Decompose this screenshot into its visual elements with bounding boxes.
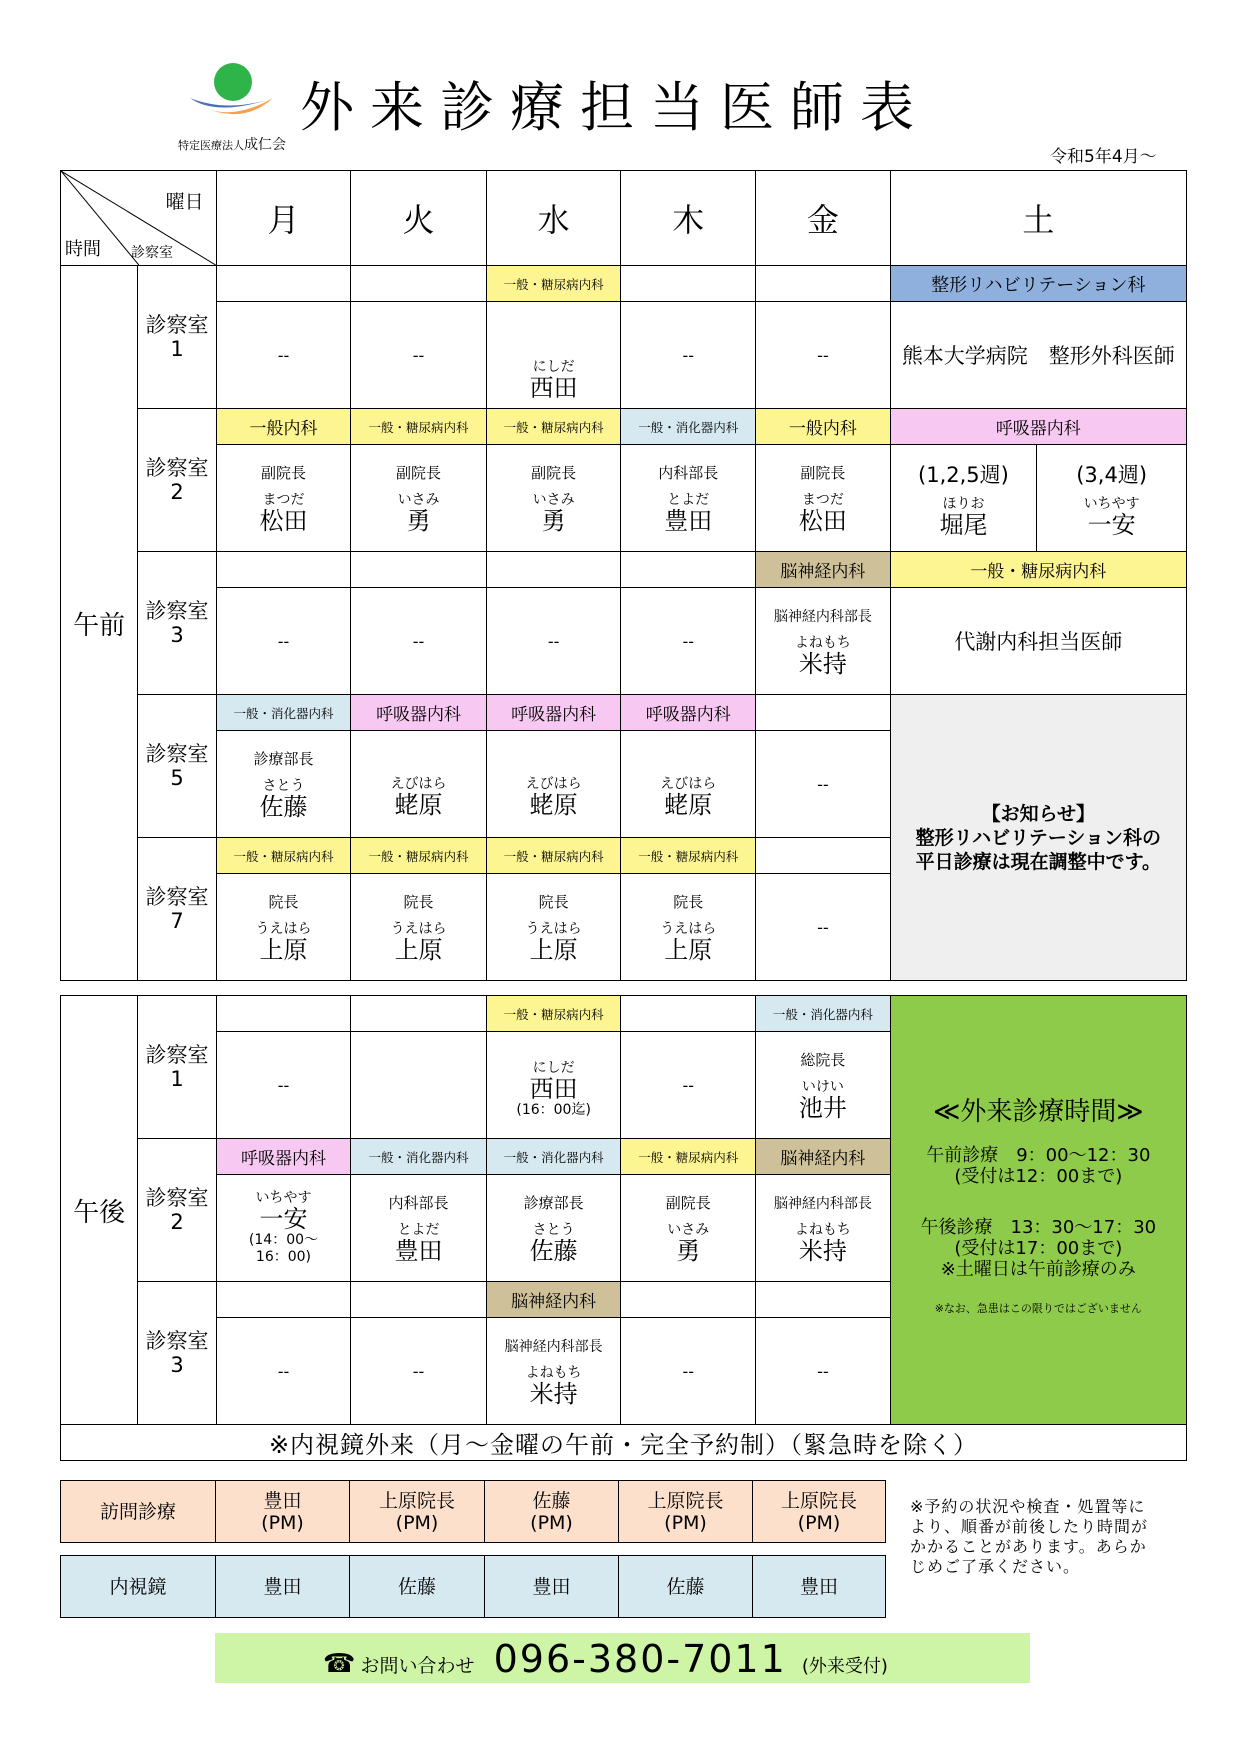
- doctor-cell: えびはら 蛯原: [486, 731, 621, 838]
- dept-badge: 一般・糖尿病内科: [486, 409, 621, 445]
- dept-badge: 一般・消化器内科: [216, 695, 351, 731]
- doctor-cell: 診療部長 さとう 佐藤: [486, 1175, 621, 1282]
- corner-time: 時間: [65, 239, 101, 260]
- endoscopy-label: 内視鏡: [61, 1556, 216, 1618]
- doctor-cell: いちやす 一安 (14：00～ 16：00): [216, 1175, 351, 1282]
- dept-badge: 脳神経内科: [756, 1139, 891, 1175]
- doctor-cell: 代謝内科担当医師: [890, 588, 1186, 695]
- doctor-cell: 熊本大学病院 整形外科医師: [890, 302, 1186, 409]
- am-schedule-table: [60, 170, 1187, 981]
- empty-slot: --: [621, 1318, 756, 1425]
- doctor-cell: 副院長 いさみ 勇: [351, 445, 487, 552]
- doctor-cell: にしだ 西田: [486, 302, 621, 409]
- room-2-label: 診察室 2: [138, 1139, 216, 1282]
- room-5-label: 診察室 5: [138, 695, 216, 838]
- contact-bar: [215, 1633, 1030, 1683]
- home-visit-label: 訪問診療: [61, 1481, 216, 1543]
- dept-badge: 呼吸器内科: [216, 1139, 351, 1175]
- dept-badge: 脳神経内科: [486, 1282, 621, 1318]
- day-sat: 土: [890, 171, 1186, 266]
- doctor-cell: 院長 うえはら 上原: [216, 874, 351, 981]
- doctor-cell: 副院長 いさみ 勇: [621, 1175, 756, 1282]
- doctor-cell: 診療部長 さとう 佐藤: [216, 731, 351, 838]
- day-thu: 木: [621, 171, 756, 266]
- visit-cell: 佐藤 (PM): [485, 1481, 619, 1543]
- dept-badge: 一般・糖尿病内科: [351, 838, 487, 874]
- doctor-cell: 総院長 いけい 池井: [756, 1032, 891, 1139]
- dept-badge: 脳神経内科: [756, 552, 891, 588]
- contact-label: お問い合わせ: [360, 1655, 475, 1677]
- day-tue: 火: [351, 171, 487, 266]
- empty-slot: --: [216, 588, 351, 695]
- dept-badge: 呼吸器内科: [621, 695, 756, 731]
- empty-slot: --: [351, 588, 487, 695]
- day-wed: 水: [486, 171, 621, 266]
- endo-cell: 佐藤: [619, 1556, 753, 1618]
- endo-cell: 豊田: [216, 1556, 350, 1618]
- room-3-label: 診察室 3: [138, 552, 216, 695]
- dept-badge: 一般・消化器内科: [621, 409, 756, 445]
- empty-slot: --: [216, 302, 351, 409]
- dept-badge: 呼吸器内科: [486, 695, 621, 731]
- room-7-label: 診察室 7: [138, 838, 216, 981]
- endo-cell: 佐藤: [350, 1556, 485, 1618]
- dept-badge: 一般・糖尿病内科: [621, 1139, 756, 1175]
- doctor-cell: 脳神経内科部長 よねもち 米持: [756, 588, 891, 695]
- pm-schedule-table: [60, 995, 1187, 1461]
- empty-slot: [351, 1032, 487, 1139]
- dept-badge: 一般内科: [216, 409, 351, 445]
- empty-slot: --: [216, 1032, 351, 1139]
- doctor-cell: えびはら 蛯原: [351, 731, 487, 838]
- clinic-hours-box: ≪外来診療時間≫ 午前診療 9：00～12：30 (受付は12：00まで) 午後診療 13：30～17：30 (受付は17：00まで) ※土曜日は午前診療のみ ※なお、急患はこの限りではございません: [890, 996, 1186, 1425]
- empty-slot: --: [486, 588, 621, 695]
- doctor-cell: 副院長 いさみ 勇: [486, 445, 621, 552]
- dept-badge: 一般・消化器内科: [351, 1139, 487, 1175]
- empty-slot: --: [351, 1318, 487, 1425]
- dept-badge: 一般・消化器内科: [756, 996, 891, 1032]
- notice-box: 【お知らせ】 整形リハビリテーション科の 平日診療は現在調整中です。: [890, 695, 1186, 981]
- dept-badge: 一般・糖尿病内科: [216, 838, 351, 874]
- caution-note: ※予約の状況や検査・処置等により、順番が前後したり時間がかかることがあります。あらかじめご了承ください。: [910, 1497, 1149, 1576]
- empty-slot: --: [756, 731, 891, 838]
- room-1-label: 診察室 1: [138, 996, 216, 1139]
- visit-cell: 豊田 (PM): [216, 1481, 350, 1543]
- dept-badge: 一般・糖尿病内科: [890, 552, 1186, 588]
- dept-badge: 呼吸器内科: [890, 409, 1186, 445]
- endoscopy-table: [60, 1555, 886, 1618]
- doctor-cell: 副院長 まつだ 松田: [216, 445, 351, 552]
- room-3-label: 診察室 3: [138, 1282, 216, 1425]
- doctor-cell: 院長 うえはら 上原: [486, 874, 621, 981]
- dept-badge: 一般・糖尿病内科: [486, 838, 621, 874]
- period-pm: 午後: [61, 996, 138, 1425]
- doctor-cell: (3,4週) いちやす 一安: [1037, 445, 1187, 552]
- empty-slot: --: [621, 588, 756, 695]
- contact-sub: (外来受付): [801, 1656, 888, 1677]
- effective-date: 令和5年4月～: [1050, 147, 1157, 167]
- empty-slot: --: [756, 1318, 891, 1425]
- dept-badge: 呼吸器内科: [351, 695, 487, 731]
- doctor-cell: 内科部長 とよだ 豊田: [621, 445, 756, 552]
- room-2-label: 診察室 2: [138, 409, 216, 552]
- day-fri: 金: [756, 171, 891, 266]
- doctor-cell: 内科部長 とよだ 豊田: [351, 1175, 487, 1282]
- dept-badge: 一般・消化器内科: [486, 1139, 621, 1175]
- dept-badge: 一般・糖尿病内科: [486, 266, 621, 302]
- empty-slot: --: [351, 302, 487, 409]
- period-am: 午前: [61, 266, 138, 981]
- dept-badge: 一般・糖尿病内科: [486, 996, 621, 1032]
- dept-badge: 一般・糖尿病内科: [351, 409, 487, 445]
- dept-badge: 一般・糖尿病内科: [621, 838, 756, 874]
- empty-slot: --: [756, 302, 891, 409]
- doctor-cell: 院長 うえはら 上原: [621, 874, 756, 981]
- empty-slot: --: [621, 302, 756, 409]
- empty-slot: --: [756, 874, 891, 981]
- corner-day: 曜日: [165, 191, 204, 213]
- endoscopy-note: ※内視鏡外来（月～金曜の午前・完全予約制）（緊急時を除く）: [61, 1425, 1187, 1461]
- home-visit-table: [60, 1480, 886, 1543]
- doctor-cell: にしだ 西田 (16：00迄): [486, 1032, 621, 1139]
- doctor-cell: えびはら 蛯原: [621, 731, 756, 838]
- dept-badge: 整形リハビリテーション科: [890, 266, 1186, 302]
- visit-cell: 上原院長 (PM): [350, 1481, 485, 1543]
- seijinkai-logo: [185, 58, 275, 128]
- doctor-cell: (1,2,5週) ほりお 堀尾: [890, 445, 1037, 552]
- page-title: 外来診療担当医師表: [300, 76, 930, 139]
- doctor-cell: 院長 うえはら 上原: [351, 874, 487, 981]
- corner-header: [61, 171, 217, 266]
- visit-cell: 上原院長 (PM): [619, 1481, 753, 1543]
- phone-icon: ☎: [323, 1649, 356, 1679]
- day-mon: 月: [216, 171, 351, 266]
- doctor-cell: 脳神経内科部長 よねもち 米持: [756, 1175, 891, 1282]
- visit-cell: 上原院長 (PM): [753, 1481, 886, 1543]
- empty-slot: --: [621, 1032, 756, 1139]
- doctor-cell: 副院長 まつだ 松田: [756, 445, 891, 552]
- endo-cell: 豊田: [485, 1556, 619, 1618]
- corporation-name: 特定医療法人成仁会: [178, 137, 286, 153]
- room-1-label: 診察室 1: [138, 266, 216, 409]
- dept-badge: 一般内科: [756, 409, 891, 445]
- corner-room: 診察室: [131, 245, 173, 261]
- endo-cell: 豊田: [753, 1556, 886, 1618]
- empty-slot: --: [216, 1318, 351, 1425]
- phone-number[interactable]: 096-380-7011: [493, 1637, 787, 1681]
- doctor-cell: 脳神経内科部長 よねもち 米持: [486, 1318, 621, 1425]
